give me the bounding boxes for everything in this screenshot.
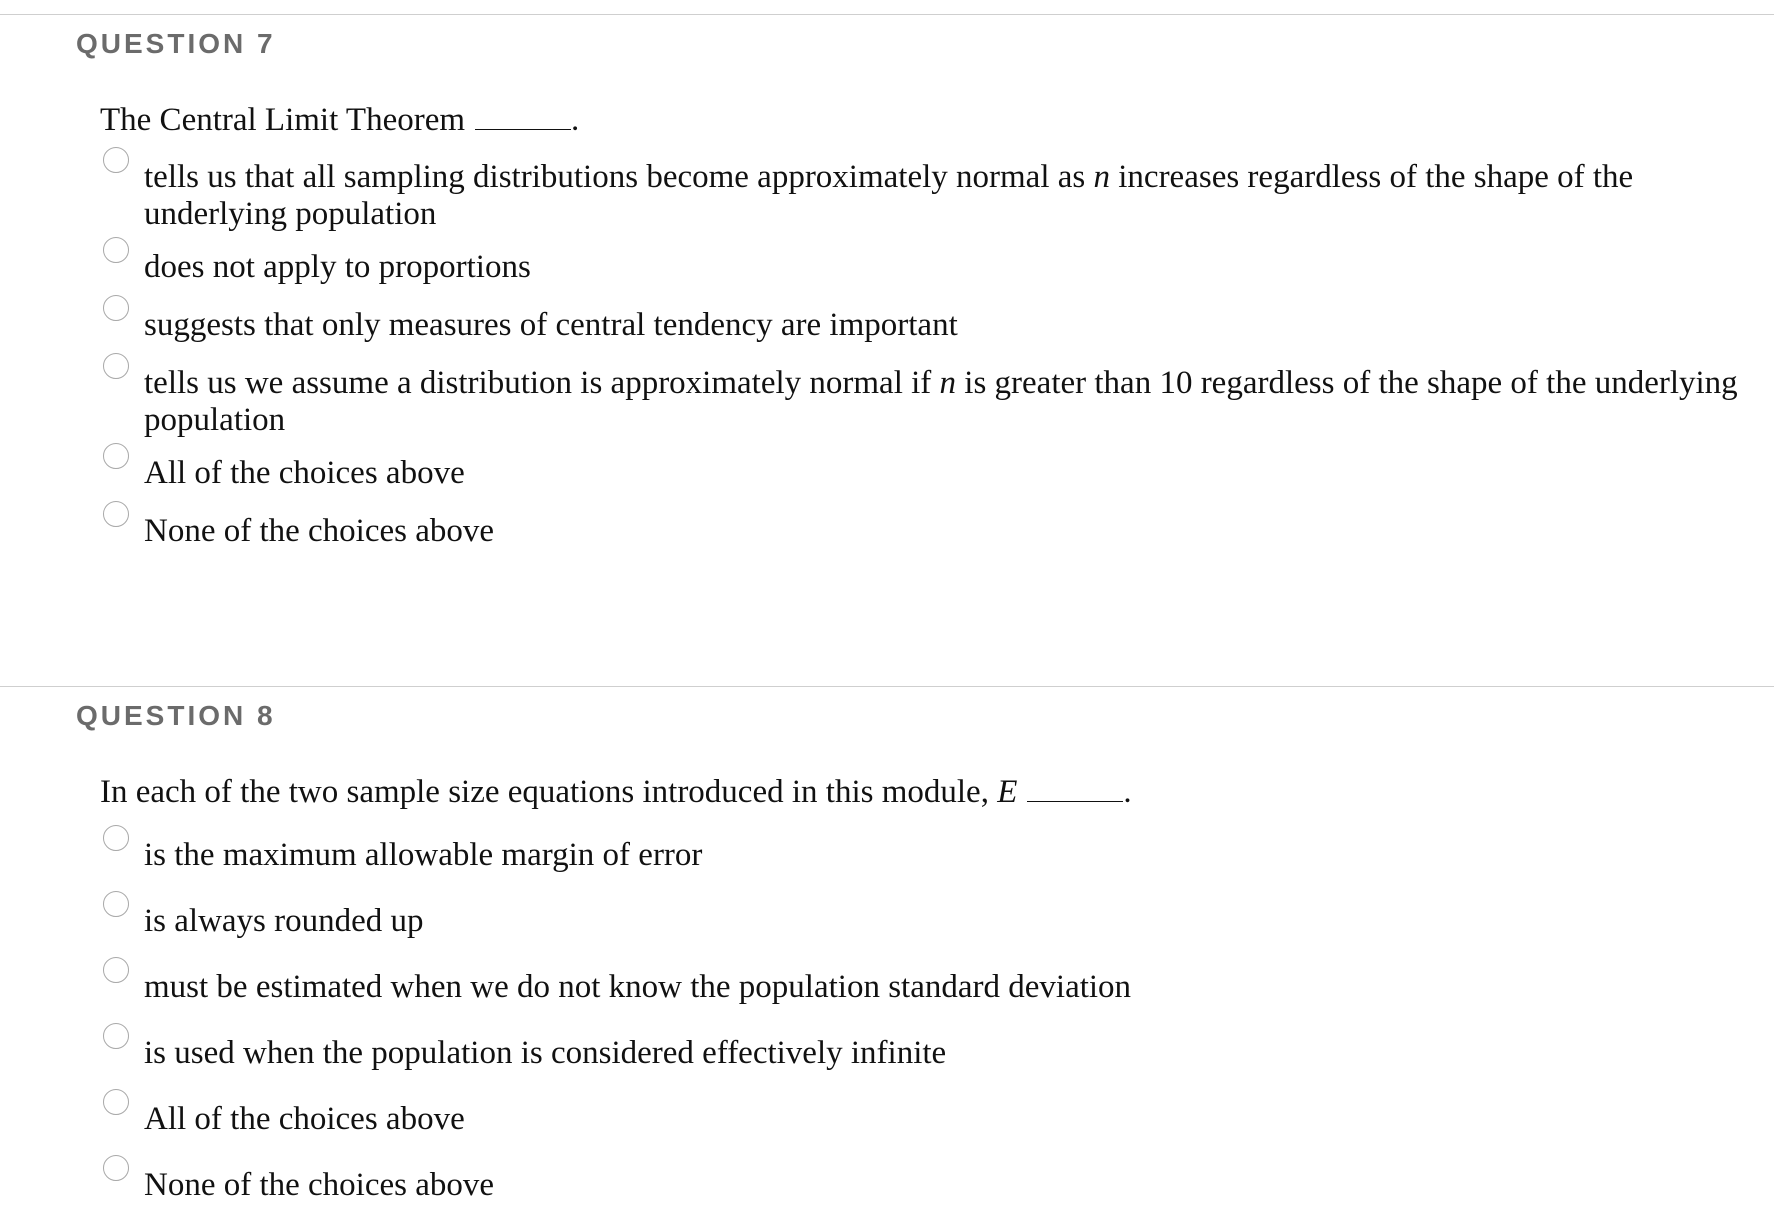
radio-button[interactable]: [103, 1023, 129, 1049]
choice-label[interactable]: [144, 1167, 494, 1204]
choice-label[interactable]: [144, 307, 958, 344]
answer-choice[interactable]: [103, 957, 1743, 1006]
choice-text-part: is greater than 10 regardless of the shape of the underlying population: [144, 365, 1738, 438]
prompt-end: .: [571, 102, 580, 138]
radio-button[interactable]: [103, 825, 129, 851]
question-divider: [0, 686, 1774, 687]
choice-text-part: suggests that only measures of central tendency are important: [144, 307, 958, 343]
radio-button[interactable]: [103, 891, 129, 917]
answer-blank: [475, 103, 571, 130]
choice-text-part: None of the choices above: [144, 513, 495, 549]
radio-button[interactable]: [103, 501, 129, 527]
choice-text-part: tells us that all sampling distributions become approximately normal as: [144, 159, 1094, 195]
answer-choice[interactable]: [103, 1089, 1743, 1138]
answer-choice[interactable]: [103, 295, 1743, 344]
answer-choice[interactable]: [103, 501, 1743, 550]
radio-button[interactable]: [103, 443, 129, 469]
question-prompt: [100, 98, 579, 142]
choice-text-part: All of the choices above: [144, 1101, 465, 1137]
choice-variable: n: [939, 365, 957, 401]
answer-choice[interactable]: [103, 353, 1743, 439]
choice-text-part: None of the choices above: [144, 1167, 495, 1203]
prompt-text: The Central Limit Theorem: [100, 102, 466, 138]
choice-label[interactable]: [144, 249, 531, 286]
answer-choice[interactable]: [103, 443, 1743, 492]
choice-label[interactable]: [144, 455, 465, 492]
prompt-end: .: [1123, 774, 1132, 810]
choice-label[interactable]: [144, 1101, 465, 1138]
answer-choice[interactable]: [103, 1155, 1743, 1204]
choice-label[interactable]: [144, 969, 1131, 1006]
radio-button[interactable]: [103, 295, 129, 321]
choice-label[interactable]: [144, 837, 702, 874]
question-prompt: [100, 770, 1132, 814]
choice-text-part: All of the choices above: [144, 455, 465, 491]
radio-button[interactable]: [103, 237, 129, 263]
question-divider: [0, 14, 1774, 15]
choice-label[interactable]: [144, 159, 1743, 233]
answer-choice[interactable]: [103, 147, 1743, 233]
choice-text-part: is the maximum allowable margin of error: [144, 837, 703, 873]
answer-choice[interactable]: [103, 825, 1743, 874]
question-label: QUESTION 8: [76, 700, 276, 731]
choice-text-part: increases regardless of the shape of the underlying population: [144, 159, 1634, 232]
choice-label[interactable]: [144, 903, 424, 940]
prompt-variable: E: [997, 774, 1018, 810]
answer-blank: [1027, 775, 1123, 802]
answer-choice[interactable]: [103, 237, 1743, 286]
prompt-text: In each of the two sample size equations introduced in this module,: [100, 774, 998, 810]
radio-button[interactable]: [103, 1089, 129, 1115]
choice-text-part: is used when the population is considered effectively infinite: [144, 1035, 947, 1071]
answer-choice[interactable]: [103, 1023, 1743, 1072]
choice-text-part: must be estimated when we do not know the population standard deviation: [144, 969, 1132, 1005]
choice-label[interactable]: [144, 513, 494, 550]
choice-text-part: tells us we assume a distribution is approximately normal if: [144, 365, 940, 401]
choice-text-part: is always rounded up: [144, 903, 424, 939]
radio-button[interactable]: [103, 147, 129, 173]
radio-button[interactable]: [103, 1155, 129, 1181]
answer-choice[interactable]: [103, 891, 1743, 940]
choice-variable: n: [1093, 159, 1110, 195]
radio-button[interactable]: [103, 957, 129, 983]
radio-button[interactable]: [103, 353, 129, 379]
choice-text-part: does not apply to proportions: [144, 249, 531, 285]
choice-label[interactable]: [144, 365, 1743, 439]
choice-label[interactable]: [144, 1035, 946, 1072]
question-label: QUESTION 7: [76, 28, 276, 59]
